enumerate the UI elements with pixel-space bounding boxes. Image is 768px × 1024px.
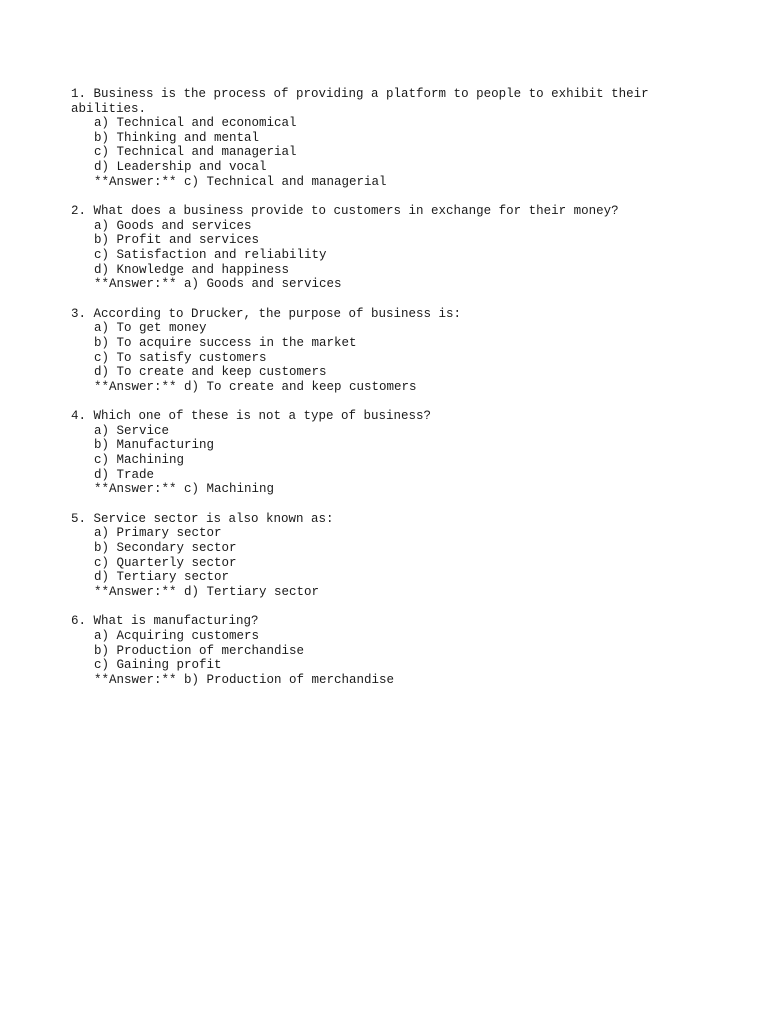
question-3-answer: **Answer:** d) To create and keep customers [94,379,417,394]
question-4-option-a: a) Service [94,423,170,438]
question-4-option-b: b) Manufacturing [94,438,215,453]
question-1-option-c: c) Technical and managerial [94,145,297,160]
question-5-text: 5. Service sector is also known as: [71,511,334,526]
question-3-text: 3. According to Drucker, the purpose of business is: [71,306,462,321]
question-1 [71,87,691,189]
question-3-option-a: a) To get money [94,321,207,336]
question-3 [71,307,691,395]
question-3-option-c: c) To satisfy customers [94,350,267,365]
question-5-option-b: b) Secondary sector [94,541,237,556]
question-4-answer: **Answer:** c) Machining [94,482,275,497]
question-2-option-c: c) Satisfaction and reliability [94,247,327,262]
document-body [71,87,691,702]
question-4-option-c: c) Machining [94,453,185,468]
question-1-option-a: a) Technical and economical [94,116,297,131]
question-2-option-a: a) Goods and services [94,218,252,233]
question-2-text: 2. What does a business provide to customers in exchange for their money? [71,204,619,219]
question-6-option-c: c) Gaining profit [94,658,222,673]
question-6-option-b: b) Production of merchandise [94,643,305,658]
question-5-option-a: a) Primary sector [94,526,222,541]
question-2-option-b: b) Profit and services [94,233,260,248]
question-2 [71,204,691,292]
question-2-answer: **Answer:** a) Goods and services [94,277,342,292]
question-6-option-a: a) Acquiring customers [94,629,260,643]
question-6-answer: **Answer:** b) Production of merchandise [94,672,395,687]
question-1-text-line-1: 1. Business is the process of providing a platform to people to exhibit their [71,87,649,101]
question-3-option-b: b) To acquire success in the market [94,335,357,350]
question-5-option-c: c) Quarterly sector [94,555,237,570]
question-1-text-line-2: abilities. [71,101,147,116]
question-6-text: 6. What is manufacturing? [71,614,259,629]
question-1-option-b: b) Thinking and mental [94,130,260,145]
question-4-option-d: d) Trade [94,467,155,482]
question-2-option-d: d) Knowledge and happiness [94,262,290,277]
question-1-answer: **Answer:** c) Technical and managerial [94,174,387,189]
question-4-text: 4. Which one of these is not a type of business? [71,409,432,424]
question-3-option-d: d) To create and keep customers [94,365,327,380]
question-4 [71,409,691,497]
question-5 [71,512,691,600]
question-6 [71,614,691,687]
question-5-option-d: d) Tertiary sector [94,570,230,585]
question-1-option-d: d) Leadership and vocal [94,159,267,174]
question-5-answer: **Answer:** d) Tertiary sector [94,584,320,599]
